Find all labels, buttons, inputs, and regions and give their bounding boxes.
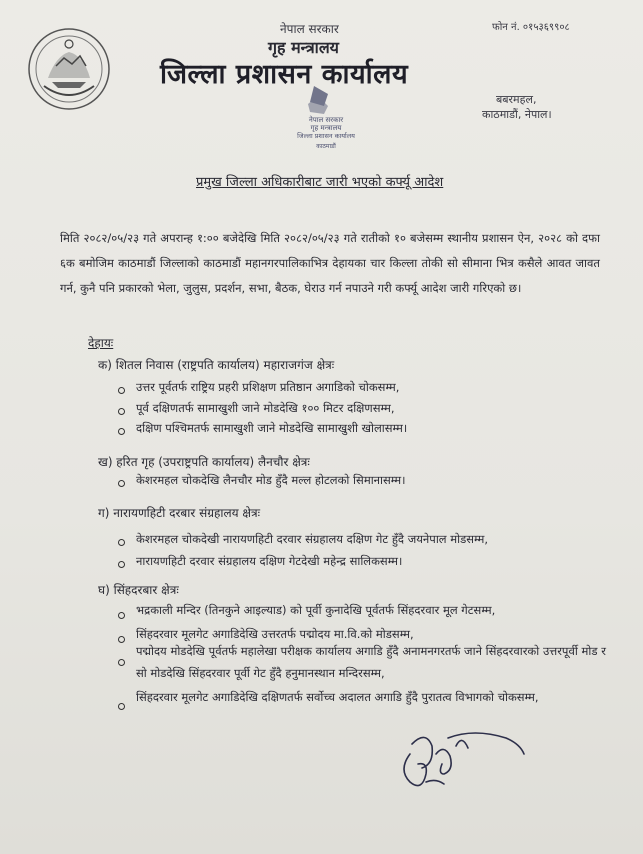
seal-text-line1: नेपाल सरकार xyxy=(308,116,344,124)
government-name: नेपाल सरकार xyxy=(280,22,339,36)
seal-text-line2: गृह मन्त्रालय xyxy=(310,124,342,132)
office-name: जिल्ला प्रशासन कार्यालय xyxy=(160,59,409,90)
list-item: केशरमहल चोकदेखि लैनचौर मोड हुँदै मल्ल होटलको सिमानासम्म। xyxy=(136,473,406,487)
list-item: पद्मोदय मोडदेखि पूर्वतर्फ महालेखा परीक्षक कार्यालय अगाडि हुँदै अनामनगरतर्फ जाने सिंहदरवारको उत्तरपूर्वी मोड र सो मोडदेखि सिंहदरवार पूर्वी गेट हुँदै हनुमानस्थान मन्दिरसम्म, xyxy=(136,644,606,680)
phone-number: फोन नं. ०१५३६९९०८ xyxy=(492,22,570,33)
ministry-name: गृह मन्त्रालय xyxy=(268,38,339,57)
bullet-icon xyxy=(118,561,125,568)
bullet-icon xyxy=(118,408,125,415)
list-item: केशरमहल चोकदेखी नारायणहिटी दरवार संग्रहालय दक्षिण गेट हुँदै जयनेपाल मोडसम्म, xyxy=(136,532,488,546)
bullet-icon xyxy=(118,703,125,710)
list-item: नारायणहिटी दरवार संग्रहालय दक्षिण गेटदेखी महेन्द्र सालिकसम्म। xyxy=(136,554,403,568)
seal-text-line4: काठमाडौं xyxy=(316,143,336,150)
list-item: उत्तर पूर्वतर्फ राष्ट्रिय प्रहरी प्रशिक्षण प्रतिष्ठान अगाडिको चोकसम्म, xyxy=(136,380,400,394)
bullet-icon xyxy=(118,428,125,435)
handwritten-signature xyxy=(396,724,532,798)
list-item: सिंहदरवार मूलगेट अगाडिदेखि उत्तरतर्फ पद्मोदय मा.वि.को मोडसम्म, xyxy=(136,627,414,641)
bullet-icon xyxy=(118,539,125,546)
list-item: पूर्व दक्षिणतर्फ सामाखुशी जाने मोडदेखि १०० मिटर दक्षिणसम्म, xyxy=(136,401,395,415)
address-line-1: बबरमहल, xyxy=(496,93,537,106)
list-item: दक्षिण पश्चिमतर्फ सामाखुशी जाने मोडदेखि सामाखुशी खोलासम्म। xyxy=(136,421,408,435)
notice-subject: प्रमुख जिल्ला अधिकारीबाट जारी भएको कर्फ्यू आदेश xyxy=(196,175,444,190)
nepal-emblem-icon xyxy=(26,26,112,112)
bullet-icon xyxy=(118,659,125,666)
bullet-icon xyxy=(118,480,125,487)
notice-body: मिति २०८२/०५/२३ गते अपरान्ह १:०० बजेदेखि मिति २०८२/०५/२३ गते रातीको १० बजेसम्म स्थानीय प्रशासन ऐन, २०२८ को दफा ६क बमोजिम काठमाडौं जिल्लाको काठमाडौं महानगरपालिकाभित्र देहायका चार किल्ला तोकी सो सीमाना भित्र कसैले आवत जावत गर्न, कुनै पनि प्रकारको भेला, जुलुस, प्रदर्शन, सभा, बैठक, घेराउ गर्न नपाउने गरी कर्फ्यू आदेश जारी गरिएको छ। xyxy=(60,231,600,295)
prohibited-areas-label: देहायः xyxy=(88,336,114,350)
section-heading-kha: ख) हरित गृह (उपराष्ट्रपति कार्यालय) लैनचौर क्षेत्रः xyxy=(98,455,310,469)
seal-text-line3: जिल्ला प्रशासन कार्यालय xyxy=(297,132,355,140)
bullet-icon xyxy=(118,636,125,643)
bullet-icon xyxy=(118,387,125,394)
section-heading-ga: ग) नारायणहिटी दरबार संग्रहालय क्षेत्रः xyxy=(98,506,261,520)
section-heading-gha: घ) सिंहदरबार क्षेत्रः xyxy=(98,583,179,597)
section-heading-ka: क) शितल निवास (राष्ट्रपति कार्यालय) महाराजगंज क्षेत्रः xyxy=(98,358,335,372)
address-line-2: काठमाडौं, नेपाल। xyxy=(482,108,552,121)
official-seal-stamp xyxy=(284,84,368,152)
list-item: भद्रकाली मन्दिर (तिनकुने आइल्याड) को पूर्वी कुनादेखि पूर्वतर्फ सिंहदरवार मूल गेटसम्म, xyxy=(136,603,496,617)
bullet-icon xyxy=(118,612,125,619)
list-item: सिंहदरवार मूलगेट अगाडिदेखि दक्षिणतर्फ सर्वोच्च अदालत अगाडि हुँदै पुरातत्व विभागको चोकसम्म, xyxy=(136,690,539,704)
